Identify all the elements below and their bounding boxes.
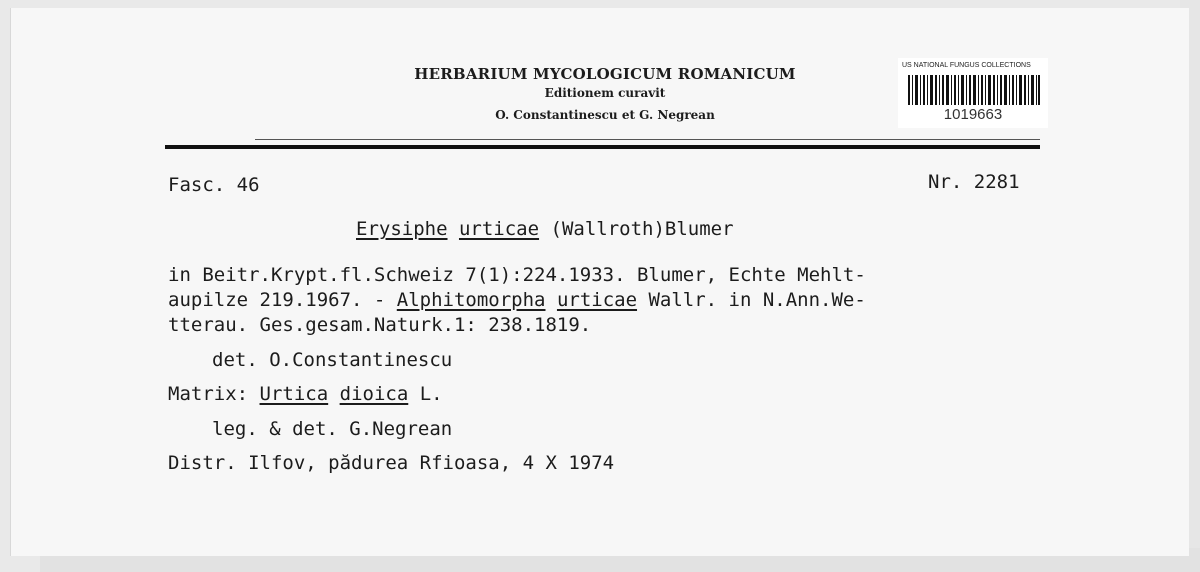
reference-line-2-start: aupilze 219.1967. -: [168, 289, 397, 311]
genus-name: Erysiphe: [356, 218, 448, 240]
matrix-line: [168, 383, 443, 405]
matrix-label: Matrix:: [168, 383, 249, 405]
divider-thick: [165, 145, 1040, 149]
host-author: L.: [419, 383, 443, 405]
reference-line-2: [168, 289, 866, 311]
divider-thin: [255, 139, 1040, 140]
barcode-number: 1019663: [943, 106, 1003, 123]
synonym-genus: Alphitomorpha: [396, 289, 546, 311]
curators-line: O. Constantinescu et G. Negrean: [495, 108, 715, 122]
host-genus: Urtica: [259, 383, 329, 405]
reference-line-3: tterau. Ges.gesam.Naturk.1: 238.1819.: [168, 314, 592, 336]
barcode-institution: US NATIONAL FUNGUS COLLECTIONS: [902, 62, 1031, 69]
synonym-epithet: urticae: [556, 289, 638, 311]
fascicle-number: Fasc. 46: [168, 174, 260, 196]
exsiccata-number: Nr. 2281: [928, 171, 1020, 193]
species-name: [356, 218, 734, 240]
epithet-name: urticae: [458, 218, 540, 240]
editor-line: Editionem curavit: [544, 86, 666, 100]
locality: Distr. Ilfov, pădurea Rfioasa, 4 X 1974: [168, 452, 615, 474]
barcode-icon: [908, 75, 1040, 105]
determiner: det. O.Constantinescu: [212, 349, 453, 371]
authority: (Wallroth)Blumer: [550, 218, 734, 240]
barcode-label: [898, 58, 1048, 128]
reference-line-2-end: Wallr. in N.Ann.We-: [637, 289, 866, 311]
host-epithet: dioica: [339, 383, 409, 405]
reference-line-1: in Beitr.Krypt.fl.Schweiz 7(1):224.1933. Blumer, Echte Mehlt-: [168, 264, 866, 286]
herbarium-title: HERBARIUM MYCOLOGICUM ROMANICUM: [414, 65, 796, 83]
label-header: [380, 64, 830, 128]
collector: leg. & det. G.Negrean: [212, 418, 453, 440]
